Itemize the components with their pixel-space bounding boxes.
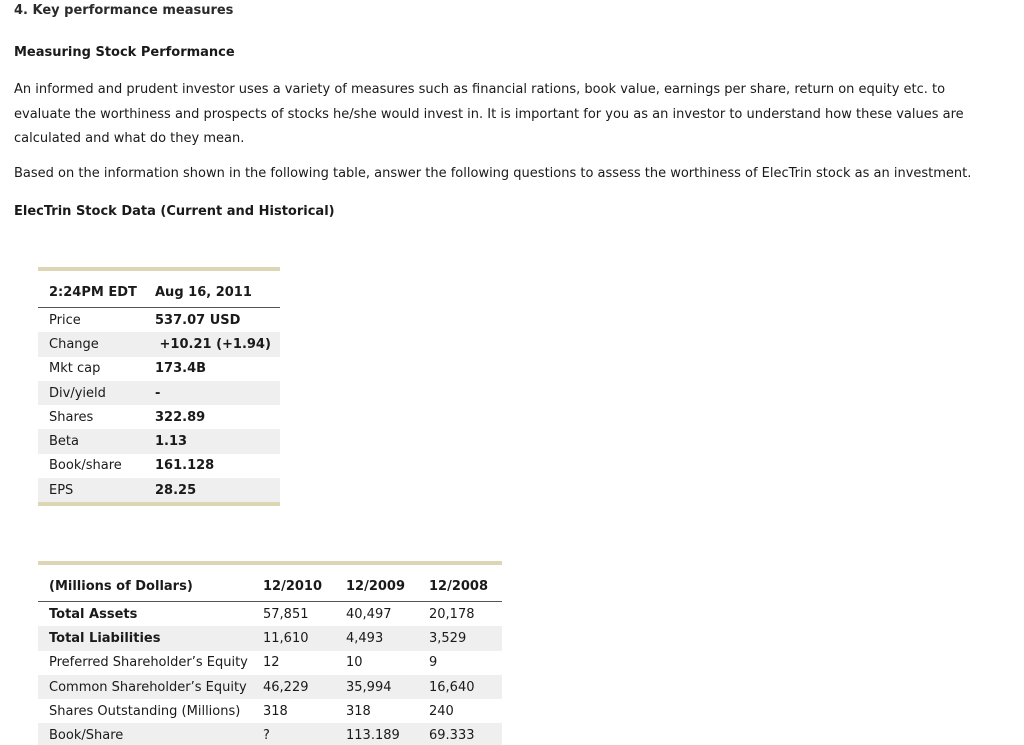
fin-cell: 20,178 <box>429 606 475 622</box>
fin-cell: ? <box>263 728 270 744</box>
fin-cell: 10 <box>346 655 363 671</box>
fin-cell: 69.333 <box>429 728 475 744</box>
fin-cell: 113.189 <box>346 728 400 744</box>
fin-cell: 9 <box>429 655 438 671</box>
quote-value: 1.13 <box>155 434 188 450</box>
fin-header-2008: 12/2008 <box>429 563 502 602</box>
fin-cell: 4,493 <box>346 630 384 646</box>
fin-cell: 3,529 <box>429 630 467 646</box>
intro-paragraph: An informed and prudent investor uses a variety of measures such as financial rations, book value, earnings per share, return on equity etc. to evaluate the worthiness and prospects of stocks he/she would invest in. It is important for you as an investor to understand how these values are calculated and what do they mean. <box>14 82 964 146</box>
quote-value: 161.128 <box>155 458 215 474</box>
financial-history-table <box>38 561 502 745</box>
fin-header-2010: 12/2010 <box>263 563 346 602</box>
quote-label: Change <box>49 336 99 352</box>
quote-value: 173.4B <box>155 361 207 377</box>
quote-row <box>38 332 280 356</box>
quote-value: - <box>155 385 161 401</box>
fin-cell: 240 <box>429 703 454 719</box>
fin-header-row <box>38 563 502 602</box>
fin-row-label: Shares Outstanding (Millions) <box>49 703 241 719</box>
quote-row <box>38 357 280 381</box>
quote-row <box>38 478 280 504</box>
subheading: Measuring Stock Performance <box>14 45 235 60</box>
quote-header-date: Aug 16, 2011 <box>144 269 280 308</box>
fin-header-label: (Millions of Dollars) <box>38 563 263 602</box>
quote-value: 322.89 <box>155 409 206 425</box>
fin-row-label: Total Assets <box>49 606 138 622</box>
fin-cell: 318 <box>346 703 371 719</box>
quote-label: EPS <box>49 482 74 498</box>
quote-label: Beta <box>49 434 79 450</box>
quote-row <box>38 454 280 478</box>
section-title: 4. Key performance measures <box>14 3 234 18</box>
fin-cell: 40,497 <box>346 606 392 622</box>
fin-row-label: Preferred Shareholder’s Equity <box>49 655 248 671</box>
quote-row <box>38 429 280 453</box>
fin-cell: 16,640 <box>429 679 475 695</box>
quote-value: 537.07 USD <box>155 312 241 328</box>
quote-label: Book/share <box>49 458 122 474</box>
quote-value: 28.25 <box>155 482 197 498</box>
fin-row <box>38 602 502 627</box>
fin-row <box>38 651 502 675</box>
fin-row-label: Common Shareholder’s Equity <box>49 679 247 695</box>
quote-row <box>38 381 280 405</box>
fin-row <box>38 675 502 699</box>
quote-label: Mkt cap <box>49 361 101 377</box>
fin-row-label: Book/Share <box>49 728 124 744</box>
instruction-paragraph: Based on the information shown in the following table, answer the following questions to assess the worthiness of ElecTrin stock as an investment. <box>14 166 972 181</box>
quote-row <box>38 405 280 429</box>
table-heading: ElecTrin Stock Data (Current and Historical) <box>14 204 335 219</box>
fin-cell: 11,610 <box>263 630 309 646</box>
quote-label: Shares <box>49 409 94 425</box>
quote-label: Div/yield <box>49 385 106 401</box>
quote-header-row <box>38 269 280 308</box>
fin-cell: 57,851 <box>263 606 309 622</box>
fin-cell: 12 <box>263 655 280 671</box>
fin-row <box>38 699 502 723</box>
quote-label: Price <box>49 312 81 328</box>
fin-header-2009: 12/2009 <box>346 563 429 602</box>
fin-cell: 35,994 <box>346 679 392 695</box>
fin-cell: 318 <box>263 703 288 719</box>
stock-quote-table <box>38 267 280 506</box>
fin-row <box>38 723 502 745</box>
quote-header-time: 2:24PM EDT <box>38 269 144 308</box>
fin-row-label: Total Liabilities <box>49 630 161 646</box>
fin-row <box>38 626 502 650</box>
quote-value: +10.21 (+1.94) <box>155 336 271 352</box>
fin-cell: 46,229 <box>263 679 309 695</box>
quote-row <box>38 308 280 333</box>
